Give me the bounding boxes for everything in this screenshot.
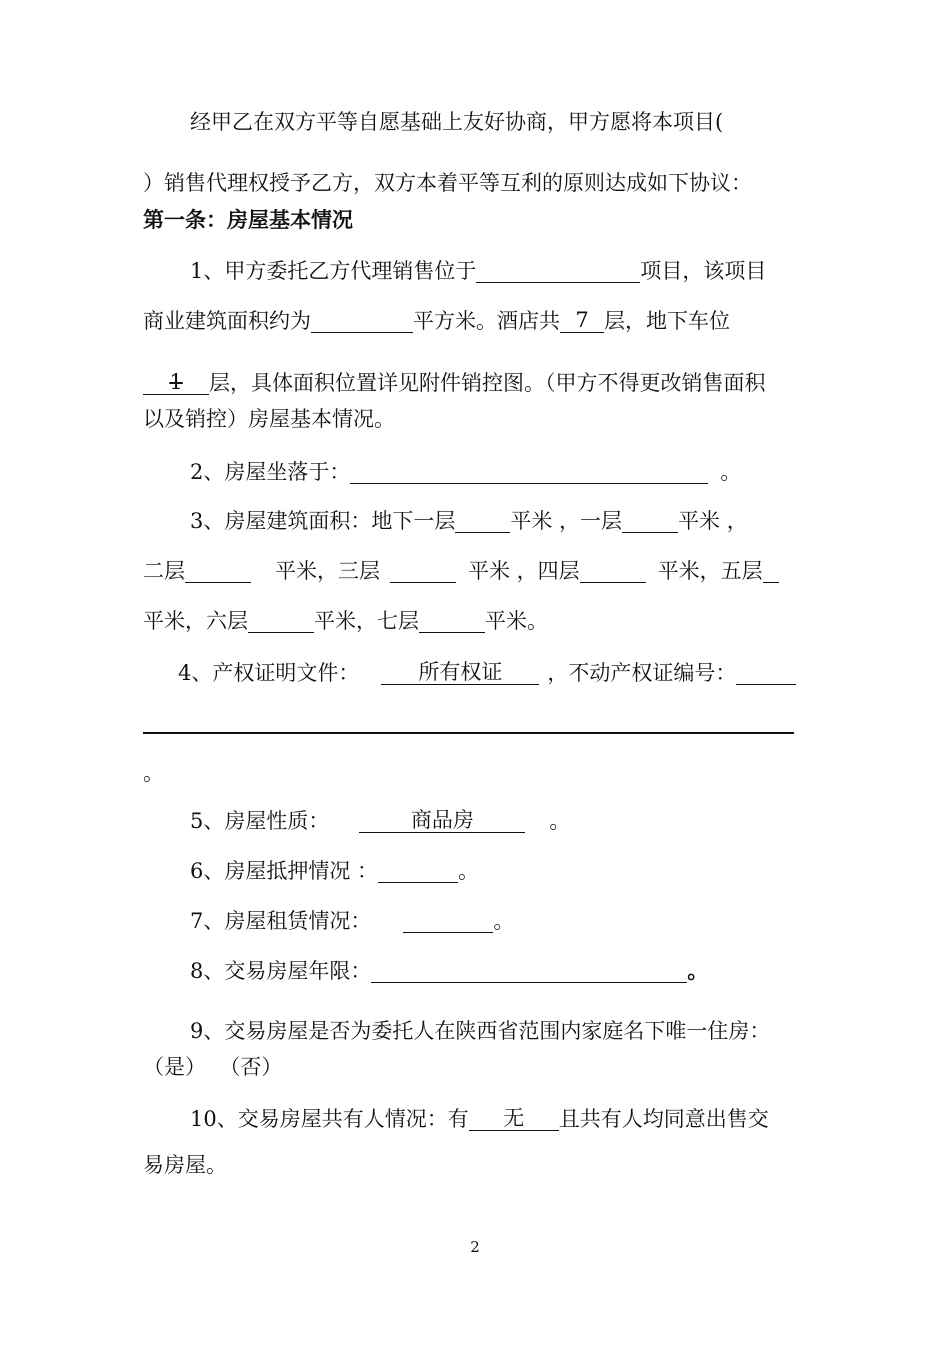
item-3-line-3: 平米，六层 平米，七层 平米。 <box>143 606 548 636</box>
item-1-line-3: 1 层，具体面积位置详见附件销控图。（甲方不得更改销售面积 <box>143 368 766 398</box>
mortgage-status-blank[interactable] <box>378 856 458 883</box>
item-2: 2、房屋坐落于： 。 <box>190 457 741 487</box>
floor-1-area-blank[interactable] <box>622 506 678 533</box>
house-location-blank[interactable] <box>350 457 708 484</box>
intro-line-2: ）销售代理权授予乙方，双方本着平等互利的原则达成如下协议： <box>143 171 752 195</box>
item-1-line-1: 1、甲方委托乙方代理销售位于 项目，该项目 <box>190 256 766 286</box>
floor-6-area-blank[interactable] <box>248 606 314 633</box>
certificate-number-continuation-line[interactable] <box>143 732 794 734</box>
article-1-heading: 第一条：房屋基本情况 <box>143 207 353 232</box>
item-1-line-4: 以及销控）房屋基本情况。 <box>143 407 395 431</box>
page-number: 2 <box>470 1238 480 1256</box>
item-10-line-1: 10、交易房屋共有人情况：有 无 且共有人均同意出售交 <box>190 1106 769 1131</box>
co-owner-field[interactable]: 无 <box>469 1104 559 1131</box>
item-5: 5、房屋性质： 商品房 。 <box>190 808 571 833</box>
basement-floors-field[interactable]: 1 <box>143 368 209 395</box>
item-4: 4、产权证明文件： 所有权证 ，不动产权证编号： <box>178 658 796 688</box>
commercial-area-blank[interactable] <box>311 306 413 333</box>
ownership-document-field[interactable]: 所有权证 <box>381 658 539 685</box>
item-9-line-1: 9、交易房屋是否为委托人在陕西省范围内家庭名下唯一住房： <box>190 1019 771 1043</box>
item-4-end: 。 <box>143 761 164 785</box>
item-9-options[interactable]: （是） （否） <box>143 1055 283 1079</box>
floor-2-area-blank[interactable] <box>185 556 251 583</box>
lease-status-blank[interactable] <box>403 906 493 933</box>
floor-4-area-blank[interactable] <box>580 556 646 583</box>
floor-3-area-blank[interactable] <box>390 556 456 583</box>
property-certificate-number-field[interactable] <box>736 658 796 685</box>
floor-7-area-blank[interactable] <box>419 606 485 633</box>
intro-line-1: 经甲乙在双方平等自愿基础上友好协商，甲方愿将本项目( <box>190 110 724 134</box>
property-years-blank[interactable] <box>371 956 687 983</box>
item-8: 8、交易房屋年限： 。 <box>190 958 709 983</box>
basement-1-area-blank[interactable] <box>455 506 510 533</box>
item-10-line-2: 易房屋。 <box>143 1153 227 1177</box>
item-3-line-2: 二层 平米，三层 平米 ，四层 平米，五层 <box>143 556 779 586</box>
item-6: 6、房屋抵押情况 ： 。 <box>190 856 479 886</box>
item-3-line-1: 3、房屋建筑面积：地下一层 平米 ，一层 平米 ， <box>190 506 748 536</box>
project-location-blank[interactable] <box>476 256 640 283</box>
floor-5-area-blank[interactable] <box>763 556 779 583</box>
property-nature-field[interactable]: 商品房 <box>359 806 525 833</box>
item-1-line-2: 商业建筑面积约为 平方米。酒店共 7 层，地下车位 <box>143 308 730 333</box>
item-7: 7、房屋租赁情况： 。 <box>190 906 514 936</box>
hotel-floors-field[interactable]: 7 <box>560 306 604 333</box>
